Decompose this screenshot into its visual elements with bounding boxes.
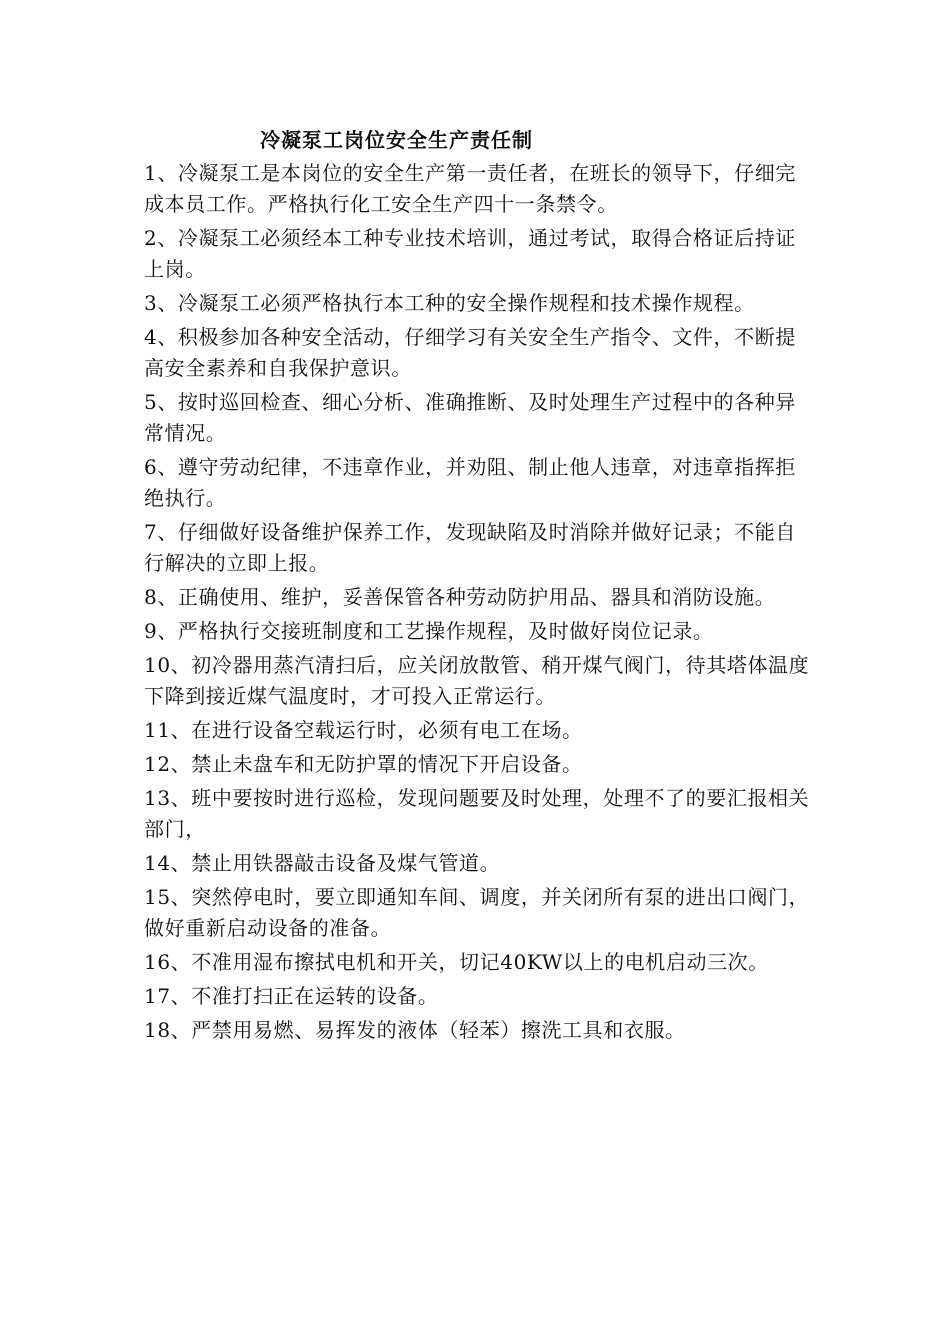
responsibility-list <box>144 158 816 1049</box>
list-item: 15、突然停电时，要立即通知车间、调度，并关闭所有泵的进出口阀门，做好重新启动设备的准备。 <box>144 885 810 940</box>
list-item: 12、禁止未盘车和无防护罩的情况下开启设备。 <box>144 752 583 776</box>
list-item: 6、遵守劳动纪律，不违章作业，并劝阻、制止他人违章，对违章指挥拒绝执行。 <box>144 455 796 510</box>
list-item: 2、冷凝泵工必须经本工种专业技术培训，通过考试，取得合格证后持证上岗。 <box>144 226 796 281</box>
list-item: 8、正确使用、维护，妥善保管各种劳动防护用品、器具和消防设施。 <box>144 585 776 609</box>
list-item: 1、冷凝泵工是本岗位的安全生产第一责任者，在班长的领导下，仔细完成本员工作。严格执行化工安全生产四十一条禁令。 <box>144 161 796 216</box>
list-item: 5、按时巡回检查、细心分析、准确推断、及时处理生产过程中的各种异常情况。 <box>144 390 796 445</box>
list-item: 16、不准用湿布擦拭电机和开关，切记40KW以上的电机启动三次。 <box>144 950 769 974</box>
list-item: 17、不准打扫正在运转的设备。 <box>144 984 439 1008</box>
list-item: 14、禁止用铁器敲击设备及煤气管道。 <box>144 851 501 875</box>
list-item: 10、初冷器用蒸汽清扫后，应关闭放散管、稍开煤气阀门，待其塔体温度下降到接近煤气温度时，才可投入正常运行。 <box>144 653 810 708</box>
list-item: 13、班中要按时进行巡检，发现问题要及时处理，处理不了的要汇报相关部门， <box>144 786 810 841</box>
list-item: 3、冷凝泵工必须严格执行本工种的安全操作规程和技术操作规程。 <box>144 291 755 315</box>
document-title: 冷凝泵工岗位安全生产责任制 <box>260 128 533 152</box>
list-item: 18、严禁用易燃、易挥发的液体（轻苯）擦洗工具和衣服。 <box>144 1018 686 1042</box>
list-item: 7、仔细做好设备维护保养工作，发现缺陷及时消除并做好记录；不能自行解决的立即上报。 <box>144 520 796 575</box>
list-item: 9、严格执行交接班制度和工艺操作规程，及时做好岗位记录。 <box>144 619 714 643</box>
list-item: 4、积极参加各种安全活动，仔细学习有关安全生产指令、文件，不断提高安全素养和自我保护意识。 <box>144 325 796 380</box>
list-item: 11、在进行设备空载运行时，必须有电工在场。 <box>144 718 583 742</box>
